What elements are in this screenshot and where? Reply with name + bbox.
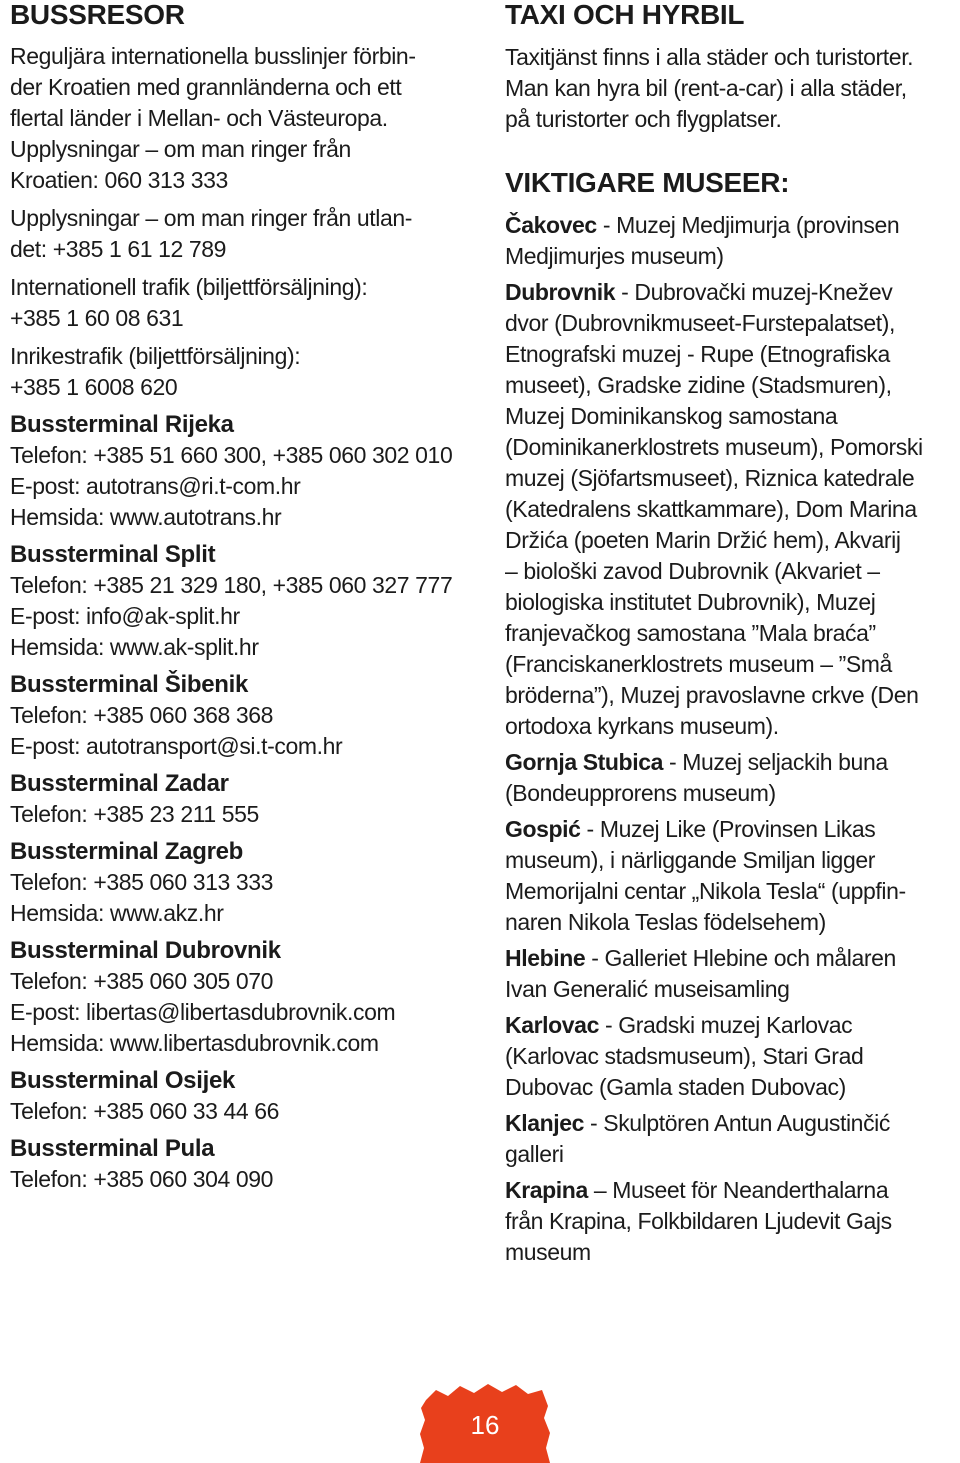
taxi-line: Taxitjänst finns i alla städer och turistorter. [505,44,914,70]
terminal-name: Bussterminal Zadar [10,770,229,797]
museum-place: Krapina [505,1177,588,1203]
intro-line: det: +385 1 61 12 789 [10,236,227,262]
intro-line: der Kroatien med grannländerna och ett [10,74,402,100]
museum-text: Ivan Generalić museisamling [505,976,790,1002]
terminal-email: E-post: libertas@libertasdubrovnik.com [10,999,396,1025]
museum-text: Dubovac (Gamla staden Dubovac) [505,1074,846,1100]
museum-text: (Bondeupprorens museum) [505,780,776,806]
museum-entry [505,814,950,938]
museum-entry [505,1175,950,1268]
museum-entry [505,1108,950,1170]
page-number: 16 [470,1410,500,1440]
terminal-phone: Telefon: +385 060 305 070 [10,968,274,994]
terminal-zadar [10,769,480,830]
terminal-website: Hemsida: www.autotrans.hr [10,504,282,530]
section-title-bus: BUSSRESOR [10,0,185,30]
museum-text: Muzej seljackih buna [682,749,888,775]
terminal-zagreb [10,837,480,929]
museum-separator: - [584,1110,604,1136]
terminal-email: E-post: autotrans@ri.t-com.hr [10,473,301,499]
museum-text: muzej (Sjöfartsmuseet), Riznica katedrale [505,465,915,491]
intro-line: +385 1 60 08 631 [10,305,184,331]
museum-text: Galleriet Hlebine och målaren [604,945,896,971]
museum-text: Medjimurjes museum) [505,243,724,269]
museum-text: Gradski muzej Karlovac [618,1012,853,1038]
museum-text: Muzej Like (Provinsen Likas [599,816,876,842]
terminal-name: Bussterminal Rijeka [10,411,234,438]
museum-entry [505,747,950,809]
museum-text: från Krapina, Folkbildaren Ljudevit Gajs [505,1208,892,1234]
intro-line: Reguljära internationella busslinjer förbin- [10,43,416,69]
museum-place: Hlebine [505,945,586,971]
museum-place: Gornja Stubica [505,749,663,775]
museum-text: Muzej Medjimurja (provinsen [616,212,900,238]
museum-text: – biološki zavod Dubrovnik (Akvariet – [505,558,880,584]
museum-text: museum), i närliggande Smiljan ligger [505,847,875,873]
museum-entry [505,277,950,742]
museum-place: Gospić [505,816,581,842]
terminal-name: Bussterminal Zagreb [10,838,244,865]
terminal-website: Hemsida: www.libertasdubrovnik.com [10,1030,379,1056]
museum-separator: - [580,816,600,842]
terminal-phone: Telefon: +385 060 368 368 [10,702,274,728]
terminal-phone: Telefon: +385 51 660 300, +385 060 302 010 [10,442,453,468]
taxi-line: Man kan hyra bil (rent-a-car) i alla städer, [505,75,907,101]
museum-place: Karlovac [505,1012,599,1038]
museum-text: museet), Gradske zidine (Stadsmuren), [505,372,892,398]
terminal-phone: Telefon: +385 060 33 44 66 [10,1098,280,1124]
terminal-email: E-post: info@ak-split.hr [10,603,240,629]
museum-separator: - [598,1012,619,1038]
museum-entry [505,943,950,1005]
museum-text: Držića (poeten Marin Držić hem), Akvarij [505,527,901,553]
terminal-name: Bussterminal Osijek [10,1067,236,1094]
museum-text: Muzej Dominikanskog samostana [505,403,838,429]
intro-line: Kroatien: 060 313 333 [10,167,228,193]
terminal-rijeka [10,410,480,533]
intro-line: +385 1 6008 620 [10,374,178,400]
intro-line: Upplysningar – om man ringer från utlan- [10,205,413,231]
museum-text: Memorijalni centar „Nikola Tesla“ (uppfin- [505,878,906,904]
taxi-text [505,30,950,135]
museum-text: biologiska institutet Dubrovnik), Muzej [505,589,876,615]
intro-line: Inrikestrafik (biljettförsäljning): [10,343,301,369]
terminal-phone: Telefon: +385 21 329 180, +385 060 327 777 [10,572,453,598]
terminal-name: Bussterminal Pula [10,1135,215,1162]
museum-text: (Franciskanerklostrets museum – ”Små [505,651,892,677]
terminal-website: Hemsida: www.akz.hr [10,900,224,926]
museum-text: (Katedralens skattkammare), Dom Marina [505,496,917,522]
museum-separator: – [587,1177,613,1203]
terminal-dubrovnik [10,936,480,1059]
section-title-museums: VIKTIGARE MUSEER: [505,167,790,198]
terminal-name: Bussterminal Šibenik [10,671,249,698]
museum-list [505,198,950,1268]
terminal-sibenik [10,670,480,762]
right-column [505,0,950,1273]
intro-line: Internationell trafik (biljettförsäljning): [10,274,368,300]
terminal-pula [10,1134,480,1195]
terminal-name: Bussterminal Dubrovnik [10,937,281,964]
museum-text: galleri [505,1141,564,1167]
museum-text: franjevačkog samostana ”Mala braća” [505,620,876,646]
museum-text: museum [505,1239,591,1265]
terminal-osijek [10,1066,480,1127]
museum-text: (Karlovac stadsmuseum), Stari Grad [505,1043,864,1069]
museum-place: Čakovec [505,212,597,238]
terminal-phone: Telefon: +385 060 304 090 [10,1166,274,1192]
terminal-phone: Telefon: +385 060 313 333 [10,869,274,895]
museum-separator: - [615,279,635,305]
museum-text: Skulptören Antun Augustinčić [603,1110,890,1136]
museum-text: Etnografski muzej - Rupe (Etnografiska [505,341,890,367]
terminal-name: Bussterminal Split [10,541,216,568]
museum-entry [505,1010,950,1103]
museum-separator: - [662,749,683,775]
terminal-phone: Telefon: +385 23 211 555 [10,801,259,827]
terminal-email: E-post: autotransport@si.t-com.hr [10,733,343,759]
terminal-split [10,540,480,663]
museum-place: Dubrovnik [505,279,616,305]
museum-text: Museet för Neanderthalarna [612,1177,889,1203]
museum-text: ortodoxa kyrkans museum). [505,713,779,739]
museum-text: (Dominikanerklostrets museum), Pomorski [505,434,923,460]
left-column [10,0,480,1195]
museum-text: Dubrovački muzej-Knežev [634,279,893,305]
museum-entry [505,210,950,272]
museum-place: Klanjec [505,1110,585,1136]
museum-text: bröderna”), Muzej pravoslavne crkve (Den [505,682,919,708]
intro-line: flertal länder i Mellan- och Västeuropa. [10,105,388,131]
museum-text: naren Nikola Teslas födelsehem) [505,909,826,935]
terminal-list [10,410,480,1195]
bus-intro [10,30,480,403]
museum-text: dvor (Dubrovnikmuseet-Furstepalatset), [505,310,896,336]
terminal-website: Hemsida: www.ak-split.hr [10,634,259,660]
section-title-taxi: TAXI OCH HYRBIL [505,0,745,30]
taxi-line: på turistorter och flygplatser. [505,106,782,132]
museum-separator: - [596,212,617,238]
intro-line: Upplysningar – om man ringer från [10,136,351,162]
museum-separator: - [585,945,605,971]
